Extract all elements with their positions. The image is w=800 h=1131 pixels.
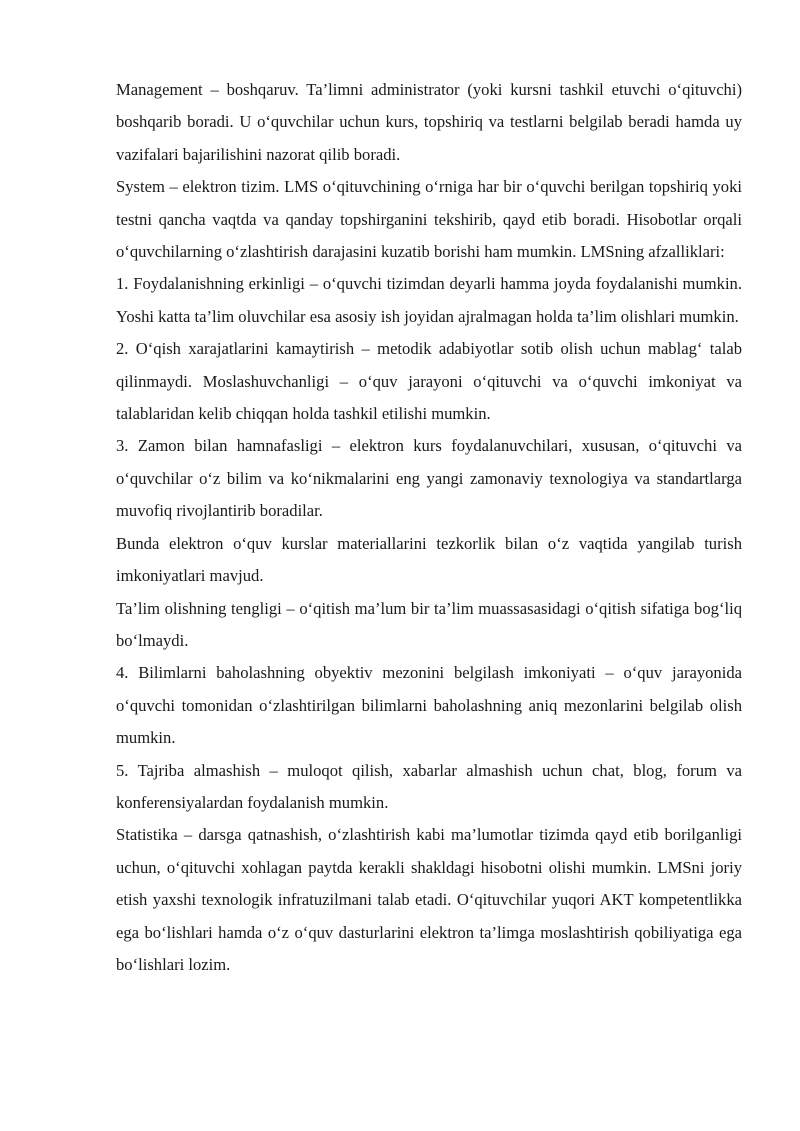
paragraph-advantage-4: 4. Bilimlarni baholashning obyektiv mezonini belgilash imkoniyati – o‘quv jarayonida o‘quvchi tomonidan o‘zlashtirilgan bilimlarni baholashning aniq mezonlarini belgilab olish mumkin. xyxy=(116,663,742,748)
paragraph-advantage-3: 3. Zamon bilan hamnafasligi – elektron kurs foydalanuvchilari, xususan, o‘qituvchi va o‘quvchilar o‘z bilim va ko‘nikmalarini eng yangi zamonaviy texnologiya va standartlarga muvofiq rivojlantirib boradilar. xyxy=(116,436,742,521)
paragraph-management: Management – boshqaruv. Ta’limni administrator (yoki kursni tashkil etuvchi o‘qituvchi) boshqarib boradi. U o‘quvchilar uchun kurs, topshiriq va testlarni belgilab beradi hamda uy vazifalari bajarilishini nazorat qilib boradi. xyxy=(116,80,742,164)
document-page xyxy=(116,74,742,981)
paragraph-system: System – elektron tizim. LMS o‘qituvchining o‘rniga har bir o‘quvchi berilgan topshiriq yoki testni qancha vaqtda va qanday topshirganini tekshirib, qayd etib boradi. Hisobotlar orqali o‘quvchilarning o‘zlashtirish darajasini kuzatib borishi ham mumkin. LMSning afzalliklari: xyxy=(116,177,742,262)
paragraph-advantage-5: 5. Tajriba almashish – muloqot qilish, xabarlar almashish uchun chat, blog, forum va konferensiyalardan foydalanish mumkin. xyxy=(116,760,742,812)
paragraph-update-materials: Bunda elektron o‘quv kurslar materiallarini tezkorlik bilan o‘z vaqtida yangilab turish imkoniyatlari mavjud. xyxy=(116,533,742,586)
paragraph-advantage-2: 2. O‘qish xarajatlarini kamaytirish – metodik adabiyotlar sotib olish uchun mablag‘ talab qilinmaydi. Moslashuvchanligi – o‘quv jarayoni o‘qituvchi va o‘quvchi imkoniyat va talablaridan kelib chiqqan holda tashkil etilishi mumkin. xyxy=(116,339,742,424)
paragraph-equality: Ta’lim olishning tengligi – o‘qitish ma’lum bir ta’lim muassasasidagi o‘qitish sifatiga bog‘liq bo‘lmaydi. xyxy=(116,598,742,650)
paragraph-advantage-1: 1. Foydalanishning erkinligi – o‘quvchi tizimdan deyarli hamma joyda foydalanishi mumkin. Yoshi katta ta’lim oluvchilar esa asosiy ish joyidan ajralmagan holda ta’lim olishlari mumkin. xyxy=(116,274,742,326)
paragraph-statistics: Statistika – darsga qatnashish, o‘zlashtirish kabi ma’lumotlar tizimda qayd etib borilganligi uchun, o‘qituvchi xohlagan paytda kerakli shakldagi hisobotni olishi mumkin. LMSni joriy etish yaxshi texnologik infratuzilmani talab etadi. O‘qituvchilar yuqori AKT kompetentlikka ega bo‘lishlari hamda o‘z o‘quv dasturlarini elektron ta’limga moslashtirish qobiliyatiga ega bo‘lishlari lozim. xyxy=(116,825,742,974)
